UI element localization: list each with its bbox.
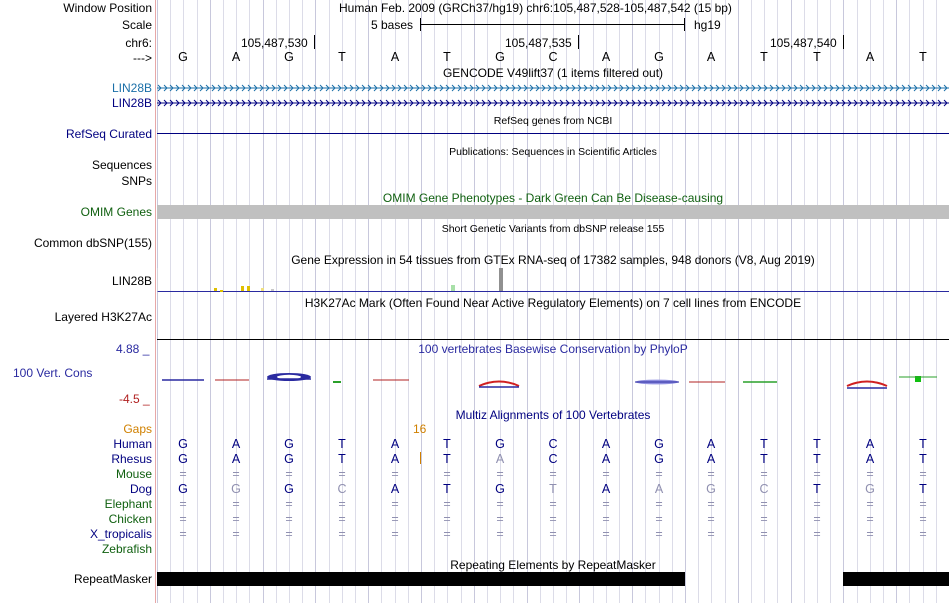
alignment-base: A <box>706 452 716 466</box>
position-tick <box>314 35 315 49</box>
alignment-base: = <box>443 512 451 526</box>
alignment-row <box>0 527 950 541</box>
alignment-base: = <box>813 512 821 526</box>
alignment-base: = <box>655 527 663 541</box>
h3k27ac-label[interactable]: Layered H3K27Ac <box>54 310 152 324</box>
alignment-base: = <box>179 467 187 481</box>
alignment-row <box>0 542 950 556</box>
alignment-base: G <box>178 437 188 451</box>
alignment-base: A <box>865 437 875 451</box>
dbsnp-label[interactable]: Common dbSNP(155) <box>33 236 152 250</box>
scale-label: Scale <box>121 18 152 32</box>
phylop-min-label: -4.5 _ <box>119 392 150 406</box>
reference-base: T <box>919 50 927 64</box>
multiz-gap-count[interactable]: 16 <box>413 422 427 436</box>
alignment-base: A <box>601 452 611 466</box>
scale-bar <box>420 24 684 25</box>
alignment-base: = <box>391 467 399 481</box>
alignment-base: = <box>866 527 874 541</box>
alignment-row <box>0 482 950 496</box>
gencode-title[interactable]: GENCODE V49lift37 (1 items filtered out) <box>442 66 664 80</box>
alignment-base: = <box>285 512 293 526</box>
position-tick-label: 105,487,535 <box>505 36 572 50</box>
alignment-base: = <box>443 527 451 541</box>
alignment-base: C <box>548 437 558 451</box>
repeatmasker-title[interactable]: Repeating Elements by RepeatMasker <box>450 558 656 572</box>
species-label[interactable]: Elephant <box>104 497 152 511</box>
phylop-conservation-plot[interactable] <box>157 360 949 400</box>
alignment-base: = <box>549 467 557 481</box>
alignment-base: = <box>760 512 768 526</box>
alignment-row <box>0 437 950 451</box>
dbsnp-subtitle[interactable]: Short Genetic Variants from dbSNP release 155 <box>441 223 665 235</box>
gtex-title[interactable]: Gene Expression in 54 tissues from GTEx RNA-seq of 17382 samples, 948 donors (V8, Aug 2019) <box>291 253 815 267</box>
alignment-base: = <box>866 467 874 481</box>
reference-base: T <box>443 50 451 64</box>
alignment-base: = <box>707 527 715 541</box>
species-label[interactable]: Human <box>113 437 152 451</box>
alignment-row <box>0 452 950 466</box>
alignment-base: = <box>813 467 821 481</box>
alignment-base: G <box>178 452 188 466</box>
alignment-base: A <box>390 452 400 466</box>
reference-base: G <box>654 50 664 64</box>
alignment-row <box>0 512 950 526</box>
alignment-base: T <box>760 452 768 466</box>
position-tick <box>843 35 844 49</box>
alignment-base: = <box>866 512 874 526</box>
alignment-base: G <box>284 437 294 451</box>
alignment-base: = <box>760 527 768 541</box>
alignment-base: A <box>390 437 400 451</box>
species-label[interactable]: Mouse <box>115 467 152 481</box>
reference-base: T <box>338 50 346 64</box>
alignment-base: = <box>813 527 821 541</box>
alignment-base: = <box>919 512 927 526</box>
scale-tick-right <box>684 18 685 31</box>
omim-feature-bar[interactable] <box>157 205 949 219</box>
alignment-base: = <box>285 497 293 511</box>
gtex-expression-plot[interactable] <box>157 268 949 293</box>
alignment-base: = <box>232 512 240 526</box>
alignment-base: C <box>548 452 558 466</box>
alignment-base: = <box>232 527 240 541</box>
alignment-base: A <box>231 452 241 466</box>
reference-base: T <box>813 50 821 64</box>
reference-base: A <box>601 50 611 64</box>
publications-sequences-label[interactable]: Sequences <box>91 158 152 172</box>
alignment-base: A <box>495 452 505 466</box>
alignment-base: = <box>496 467 504 481</box>
alignment-base: = <box>391 497 399 511</box>
reference-base: C <box>548 50 558 64</box>
alignment-base: = <box>338 512 346 526</box>
alignment-base: A <box>601 482 611 496</box>
species-label[interactable]: Chicken <box>108 512 152 526</box>
alignment-base: = <box>179 527 187 541</box>
reference-base: A <box>706 50 716 64</box>
repeat-element-bar[interactable] <box>843 572 949 586</box>
alignment-base: = <box>232 467 240 481</box>
alignment-base: G <box>654 452 664 466</box>
alignment-base: G <box>495 482 505 496</box>
phylop-label[interactable]: 100 Vert. Cons <box>13 366 93 380</box>
alignment-base: G <box>178 482 188 496</box>
alignment-base: = <box>496 512 504 526</box>
alignment-base: G <box>231 482 241 496</box>
alignment-base: G <box>654 437 664 451</box>
reference-base: G <box>178 50 188 64</box>
alignment-base: = <box>443 467 451 481</box>
alignment-base: = <box>602 512 610 526</box>
repeatmasker-label[interactable]: RepeatMasker <box>73 572 152 586</box>
species-label[interactable]: Dog <box>129 482 152 496</box>
alignment-base: A <box>601 437 611 451</box>
scale-text: 5 bases <box>371 18 414 32</box>
alignment-base: A <box>865 452 875 466</box>
position-tick-label: 105,487,540 <box>770 36 837 50</box>
alignment-base: = <box>179 512 187 526</box>
publications-snps-label[interactable]: SNPs <box>121 174 152 188</box>
alignment-base: T <box>813 482 821 496</box>
alignment-base: = <box>919 497 927 511</box>
alignment-base: T <box>813 437 821 451</box>
strand-arrow-label: ---> <box>133 51 152 65</box>
alignment-base: A <box>654 482 664 496</box>
gencode-gene-label[interactable]: LIN28B <box>111 81 152 95</box>
alignment-base: = <box>655 467 663 481</box>
position-tick <box>578 35 579 49</box>
alignment-base: T <box>338 437 346 451</box>
species-label[interactable]: X_tropicalis <box>89 527 152 541</box>
reference-base: A <box>865 50 875 64</box>
alignment-base: = <box>707 467 715 481</box>
repeat-element-bar[interactable] <box>157 572 685 586</box>
alignment-base: = <box>338 467 346 481</box>
alignment-base: = <box>391 512 399 526</box>
scale-tick-left <box>420 18 421 31</box>
alignment-base: = <box>549 512 557 526</box>
alignment-base: = <box>496 527 504 541</box>
alignment-base: C <box>759 482 769 496</box>
alignment-base: = <box>655 497 663 511</box>
alignment-base: = <box>285 527 293 541</box>
refseq-subtitle[interactable]: RefSeq genes from NCBI <box>493 115 613 127</box>
alignment-base: A <box>231 437 241 451</box>
alignment-base: A <box>390 482 400 496</box>
window-position-value: Human Feb. 2009 (GRCh37/hg19) chr6:105,487,528-105,487,542 (15 bp) <box>339 1 732 15</box>
alignment-base: G <box>706 482 716 496</box>
alignment-base: T <box>813 452 821 466</box>
reference-base: G <box>284 50 294 64</box>
reference-base: G <box>495 50 505 64</box>
alignment-base: T <box>443 482 451 496</box>
alignment-base: T <box>919 452 927 466</box>
publications-subtitle[interactable]: Publications: Sequences in Scientific Articles <box>449 146 657 158</box>
alignment-base: = <box>760 467 768 481</box>
omim-label[interactable]: OMIM Genes <box>80 205 152 219</box>
alignment-base: = <box>813 497 821 511</box>
alignment-base: T <box>443 437 451 451</box>
alignment-base: = <box>338 527 346 541</box>
alignment-base: = <box>285 467 293 481</box>
species-label[interactable]: Rhesus <box>111 452 152 466</box>
window-position-label: Window Position <box>63 1 152 15</box>
alignment-base: = <box>707 497 715 511</box>
phylop-title[interactable]: 100 vertebrates Basewise Conservation by PhyloP <box>418 342 688 356</box>
species-label[interactable]: Zebrafish <box>101 542 152 556</box>
alignment-base: = <box>338 497 346 511</box>
gencode-gene-label[interactable]: LIN28B <box>111 96 152 110</box>
alignment-row <box>0 497 950 511</box>
alignment-base: T <box>919 437 927 451</box>
alignment-row <box>0 467 950 481</box>
omim-title[interactable]: OMIM Gene Phenotypes - Dark Green Can Be Disease-causing <box>382 191 724 205</box>
chrom-label: chr6: <box>125 36 152 50</box>
multiz-gaps-label[interactable]: Gaps <box>123 422 152 436</box>
alignment-base: = <box>602 527 610 541</box>
alignment-base: = <box>602 467 610 481</box>
alignment-base: G <box>495 437 505 451</box>
reference-base: T <box>760 50 768 64</box>
alignment-base: = <box>602 497 610 511</box>
reference-base: A <box>231 50 241 64</box>
alignment-base: = <box>549 527 557 541</box>
alignment-base: T <box>919 482 927 496</box>
gencode-gene-track[interactable] <box>157 98 949 108</box>
alignment-base: = <box>391 527 399 541</box>
phylop-max-label: 4.88 _ <box>116 342 150 356</box>
h3k27ac-baseline <box>157 339 949 340</box>
alignment-base: T <box>443 452 451 466</box>
multiz-title[interactable]: Multiz Alignments of 100 Vertebrates <box>455 408 651 422</box>
alignment-base: G <box>284 452 294 466</box>
gtex-label[interactable]: LIN28B <box>111 274 152 288</box>
reference-sequence <box>0 50 950 64</box>
alignment-base: G <box>865 482 875 496</box>
alignment-base: = <box>655 512 663 526</box>
assembly-name: hg19 <box>694 18 721 32</box>
refseq-gene-line[interactable] <box>157 133 949 134</box>
alignment-base: T <box>549 482 557 496</box>
alignment-base: = <box>919 527 927 541</box>
alignment-base: = <box>549 497 557 511</box>
alignment-base: = <box>707 512 715 526</box>
gencode-gene-track[interactable] <box>157 83 949 93</box>
reference-base: A <box>390 50 400 64</box>
alignment-base: T <box>760 437 768 451</box>
position-tick-label: 105,487,530 <box>241 36 308 50</box>
alignment-base: = <box>443 497 451 511</box>
alignment-base: = <box>760 497 768 511</box>
alignment-base: = <box>496 497 504 511</box>
h3k27ac-title[interactable]: H3K27Ac Mark (Often Found Near Active Regulatory Elements) on 7 cell lines from ENCODE <box>304 296 802 310</box>
alignment-base: C <box>337 482 347 496</box>
alignment-base: A <box>706 437 716 451</box>
refseq-label[interactable]: RefSeq Curated <box>65 127 152 141</box>
alignment-base: T <box>338 452 346 466</box>
alignment-base: = <box>232 497 240 511</box>
alignment-base: = <box>919 467 927 481</box>
alignment-base: = <box>179 497 187 511</box>
alignment-base: G <box>284 482 294 496</box>
alignment-base: = <box>866 497 874 511</box>
